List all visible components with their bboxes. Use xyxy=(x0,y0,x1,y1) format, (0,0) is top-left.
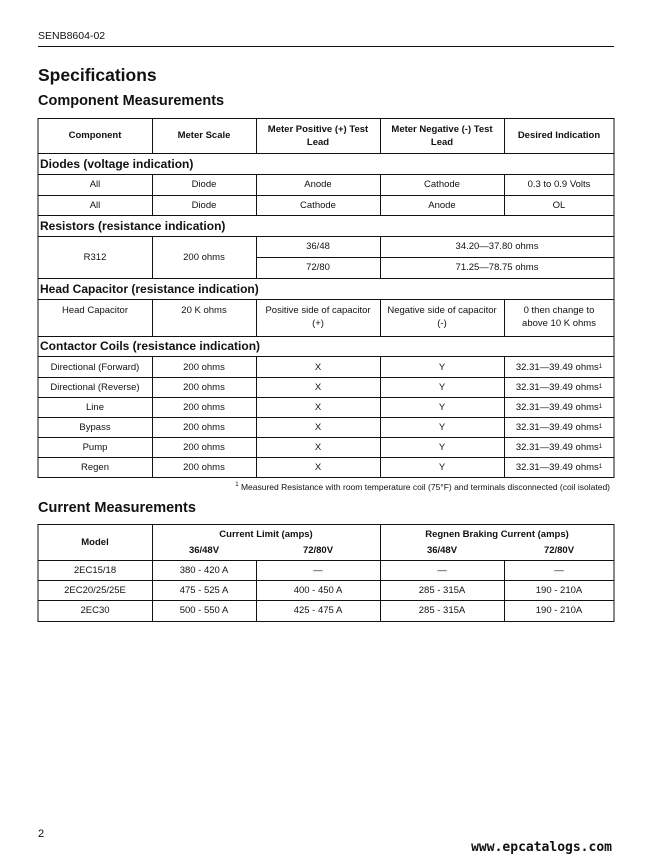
table-cell: 285 - 315A xyxy=(418,605,466,616)
table-cell: Cathode xyxy=(424,179,460,190)
table-cell: Diode xyxy=(191,199,217,211)
table-cell: 200 ohms xyxy=(183,401,225,413)
table-cell: Y xyxy=(438,361,446,373)
table-cell: Regen xyxy=(81,461,109,473)
table-cell: 32.31—39.49 ohms 1 xyxy=(515,401,603,413)
table-cell: X xyxy=(314,381,322,393)
col-header-positive-lead: Meter Positive (+) Test Lead xyxy=(267,123,369,148)
table-cell: 190 - 210A xyxy=(535,605,583,616)
table-cell: 32.31—39.49 ohms 1 xyxy=(515,361,603,373)
table-cell: X xyxy=(314,361,322,373)
table-cell: Positive side of capacitor (+) xyxy=(265,305,371,329)
section-label-resistors: Resistors (resistance indication) xyxy=(40,219,226,233)
table-cell: 200 ohms xyxy=(183,441,225,453)
table-cell: Diode xyxy=(191,179,217,190)
col-header-component: Component xyxy=(68,130,122,141)
table-cell: Y xyxy=(438,401,446,413)
header-rule xyxy=(38,46,614,47)
table-cell: X xyxy=(314,461,322,473)
table-cell: 2EC30 xyxy=(80,605,110,616)
table-cell: 285 - 315A xyxy=(418,584,466,596)
page-title: Specifications xyxy=(38,65,157,85)
table-cell: 2EC20/25/25E xyxy=(64,584,126,596)
table-cell: — xyxy=(313,564,323,576)
table-cell: OL xyxy=(552,199,566,211)
table-cell: 34.20—37.80 ohms xyxy=(455,241,539,252)
table-cell: All xyxy=(89,179,101,190)
table-cell: 500 - 550 A xyxy=(179,605,229,616)
section-label-contactor-coils: Contactor Coils (resistance indication) xyxy=(40,339,261,353)
table-cell: 32.31—39.49 ohms 1 xyxy=(515,421,603,433)
table-cell: 475 - 525 A xyxy=(179,584,229,596)
sub-header: 36/48V xyxy=(426,544,458,556)
table-cell: 36/48 xyxy=(306,241,330,252)
col-header-regen-braking: Regnen Braking Current (amps) xyxy=(425,528,569,540)
table-cell: Y xyxy=(438,381,446,393)
component-measurements-heading: Component Measurements xyxy=(38,93,225,109)
document-id: SENB8604-02 xyxy=(38,30,106,42)
table-cell: 71.25—78.75 ohms xyxy=(455,262,539,273)
table-cell: Y xyxy=(438,461,446,473)
table-cell: 400 - 450 A xyxy=(293,584,343,596)
col-header-current-limit: Current Limit (amps) xyxy=(219,528,313,540)
table-cell: X xyxy=(314,441,322,453)
sub-header: 72/80V xyxy=(302,544,334,556)
table-cell: Line xyxy=(86,401,104,413)
table-cell: All xyxy=(89,199,101,211)
table-cell: 200 ohms xyxy=(183,421,225,433)
table-cell: 190 - 210A xyxy=(535,584,583,596)
table-cell: Directional (Forward) xyxy=(50,361,140,373)
table-cell: Pump xyxy=(82,441,108,453)
section-label-diodes: Diodes (voltage indication) xyxy=(40,157,194,171)
sub-header: 72/80V xyxy=(543,544,575,556)
table-cell: X xyxy=(314,421,322,433)
sub-header: 36/48V xyxy=(188,544,220,556)
table-cell: 32.31—39.49 ohms 1 xyxy=(515,381,603,393)
table-cell: R312 xyxy=(83,251,107,263)
col-header-model: Model xyxy=(81,536,109,548)
table-cell: Negative side of capacitor (-) xyxy=(387,305,497,329)
table-cell: 32.31—39.49 ohms 1 xyxy=(515,461,603,473)
table-cell: 200 ohms xyxy=(183,251,225,263)
page-number: 2 xyxy=(38,828,45,840)
table-cell: Cathode xyxy=(300,199,336,211)
table-cell: 0 then change to above 10 K ohms xyxy=(522,305,596,329)
table-cell: 72/80 xyxy=(306,262,330,273)
table-cell: 200 ohms xyxy=(183,361,225,373)
table-cell: Bypass xyxy=(79,421,111,433)
section-label-head-capacitor: Head Capacitor (resistance indication) xyxy=(40,282,259,296)
table-cell: Y xyxy=(438,421,446,433)
table-cell: Y xyxy=(438,441,446,453)
table-cell: 20 K ohms xyxy=(181,305,227,316)
col-header-negative-lead: Meter Negative (-) Test Lead xyxy=(391,123,493,148)
table-cell: 2EC15/18 xyxy=(73,564,117,576)
col-header-desired-indication: Desired Indication xyxy=(517,130,601,141)
table-cell: — xyxy=(554,564,564,576)
col-header-meter-scale: Meter Scale xyxy=(177,130,231,141)
table-cell: X xyxy=(314,401,322,413)
table-cell: Anode xyxy=(428,199,456,211)
watermark: www.epcatalogs.com xyxy=(471,840,612,855)
table-footnote: $^1$ Measured Resistance with room temperature coil (75°F) and terminals disconnected (coil isolated) xyxy=(235,482,610,492)
table-cell: Directional (Reverse) xyxy=(50,381,140,393)
table-cell: 0.3 to 0.9 Volts xyxy=(527,179,591,190)
current-measurements-heading: Current Measurements xyxy=(38,500,196,516)
table-cell: 200 ohms xyxy=(183,381,225,393)
table-cell: 32.31—39.49 ohms 1 xyxy=(515,441,603,453)
table-cell: 380 - 420 A xyxy=(179,564,229,576)
table-cell: 200 ohms xyxy=(183,461,225,473)
table-cell: — xyxy=(437,564,447,576)
table-cell: 425 - 475 A xyxy=(293,605,343,616)
table-cell: Anode xyxy=(304,179,332,190)
table-cell: Head Capacitor xyxy=(61,305,128,316)
